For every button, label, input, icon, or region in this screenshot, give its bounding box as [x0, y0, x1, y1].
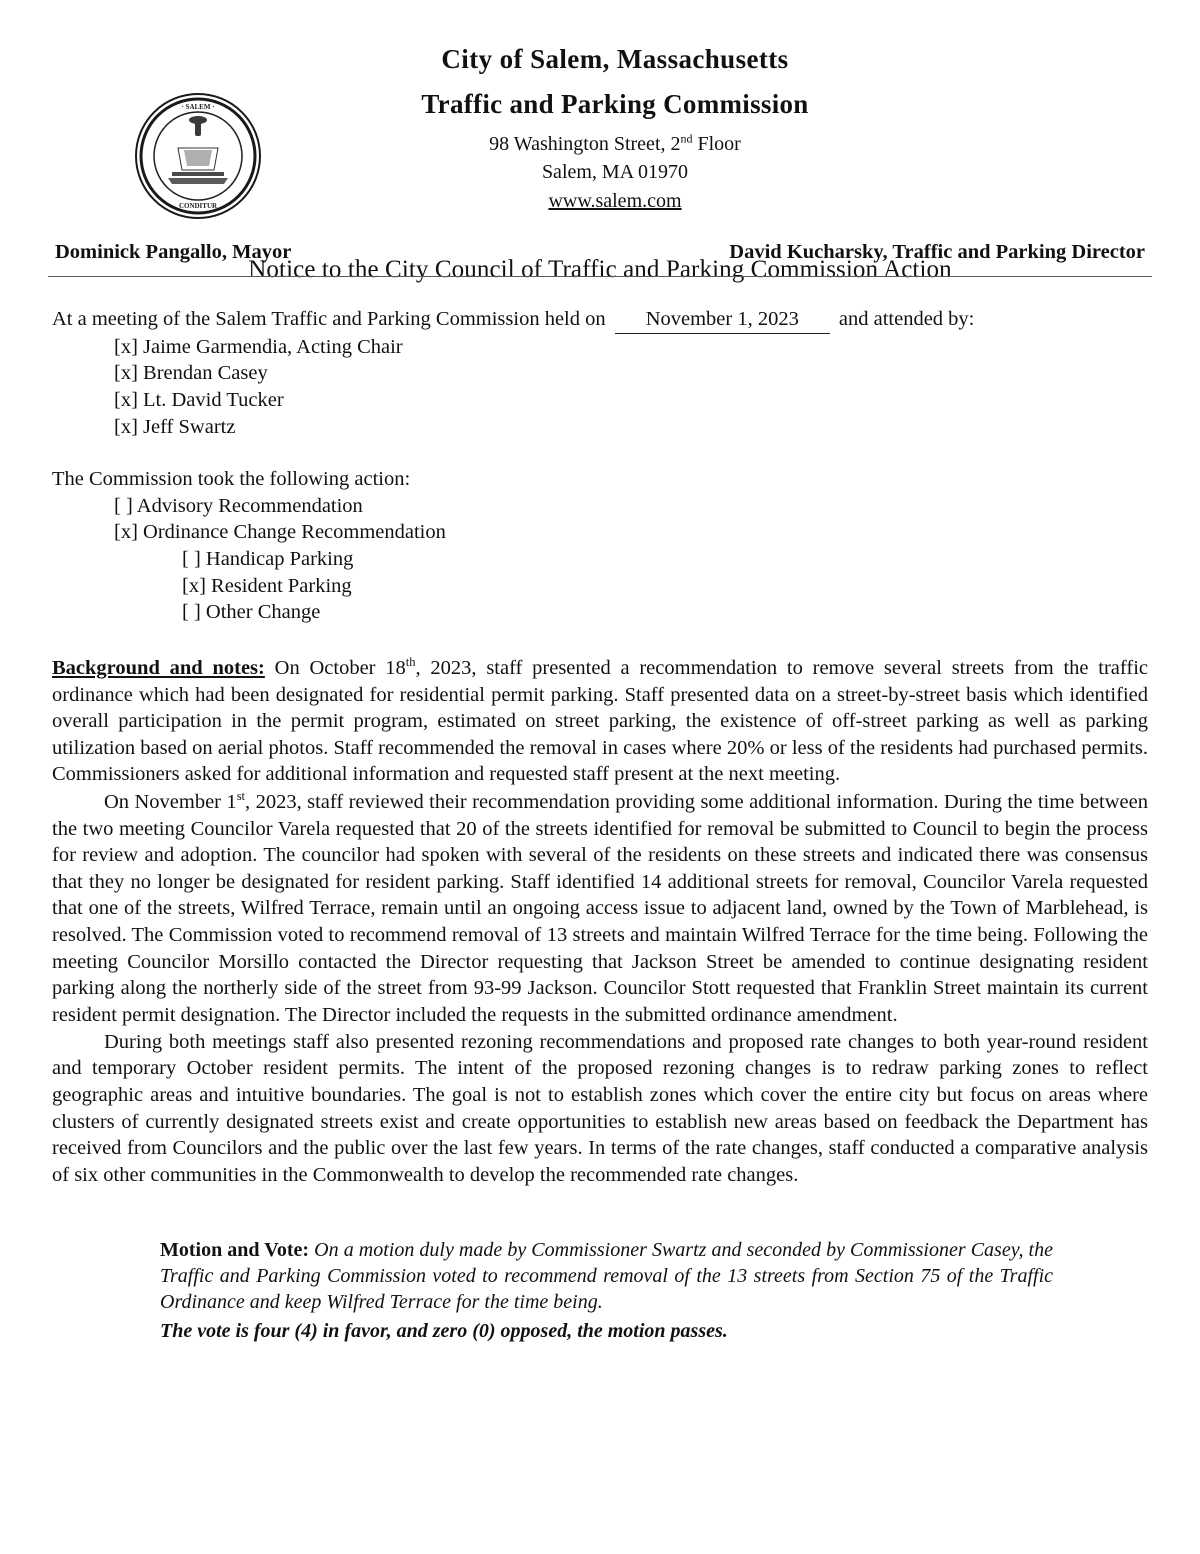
svg-text:· SALEM ·: · SALEM ·: [181, 103, 215, 111]
attendee-checkbox-item[interactable]: [x] Jeff Swartz: [114, 415, 236, 438]
motion-and-vote: [52, 1237, 1148, 1345]
attendee-list: [52, 334, 1148, 441]
background-paragraph-1: [52, 654, 1148, 788]
background-p1-ordinal: th: [405, 655, 416, 670]
spacer: [52, 440, 1148, 466]
background-p1-b: , 2023, staff presented a recommendation to remove several streets from the traffic ordinance which had been designated for residential permit parking. Staff presented data on a street-by-street basis which identified overall participation in the permit program, estimated on street parking, the existence of off-street parking as well as parking utilization based on aerial photos. Staff recommended the removal in cases where 20% or less of the residents had purchased permits. Commissioners asked for additional information and requested staff present at the next meeting.: [52, 656, 1148, 786]
address-floor: Floor: [692, 133, 741, 155]
vote-result: The vote is four (4) in favor, and zero (0) opposed, the motion passes.: [160, 1319, 728, 1342]
attendee-checkbox-item[interactable]: [x] Lt. David Tucker: [114, 388, 284, 411]
action-checkbox-item[interactable]: [x] Ordinance Change Recommendation: [114, 521, 446, 544]
address-street: 98 Washington Street, 2: [489, 133, 681, 155]
background-p2-a: On November 1: [104, 790, 237, 813]
page-title: Notice to the City Council of Traffic and Parking Commission Action: [248, 256, 952, 283]
background-p2-ordinal: st: [236, 789, 246, 804]
meeting-prefix: At a meeting of the Salem Traffic and Parking Commission held on: [52, 308, 606, 330]
motion-label: Motion and Vote:: [160, 1238, 310, 1261]
meeting-date-field[interactable]: November 1, 2023: [615, 306, 830, 334]
svg-text:CONDITUR: CONDITUR: [178, 202, 218, 210]
address-ordinal: nd: [680, 131, 693, 146]
city-seal-icon: [118, 88, 278, 228]
background-section: [52, 654, 1148, 1188]
background-label: Background and notes:: [52, 656, 265, 679]
action-intro: The Commission took the following action:: [52, 468, 411, 491]
background-p1-a: On October 18: [264, 656, 406, 679]
sub-action-checkbox-item[interactable]: [x] Resident Parking: [182, 574, 352, 597]
action-list: [52, 493, 1148, 626]
background-paragraph-3: During both meetings staff also presented rezoning recommendations and proposed rate changes to both year-round resident and temporary October resident permits. The intent of the proposed rezoning changes is to redraw parking zones to reflect geographic areas and intuitive boundaries. The goal is not to establish zones which cover the entire city but focus on areas where clusters of currently designated streets exist and create opportunities to establish new areas based on feedback the Department has received from Councilors and the public over the last few years. In terms of the rate changes, staff conducted a comparative analysis of six other communities in the Commonwealth to develop the recommended rate changes.: [52, 1030, 1148, 1186]
meeting-suffix: and attended by:: [838, 308, 975, 330]
background-paragraph-2: [52, 788, 1148, 1029]
address-line-2: Salem, MA 01970: [541, 161, 689, 184]
commission-name: Traffic and Parking Commission: [421, 89, 809, 119]
director-name: David Kucharsky, Traffic and Parking Director: [729, 241, 1145, 264]
sub-action-checkbox-item[interactable]: [ ] Other Change: [182, 601, 321, 624]
mayor-name: Dominick Pangallo, Mayor: [55, 241, 292, 264]
motion-text: On a motion duly made by Commissioner Swartz and seconded by Commissioner Casey, the Traffic and Parking Commission voted to recommend removal of the 13 streets from Section 75 of the Traffic Ordinance and keep Wilfred Terrace for the time being.: [160, 1238, 1053, 1314]
background-p2-b: , 2023, staff reviewed their recommendation providing some additional information. During the time between the two meeting Councilor Varela requested that 20 of the streets identified for removal be submitted to Council to begin the process for review and adoption. The councilor had spoken with several of the residents on these streets and indicated there was consensus that they no longer be designated for resident parking. Staff identified 14 additional streets for removal, Councilor Varela requested that one of the streets, Wilfred Terrace, remain until an ongoing access issue to adjacent land, owned by the Town of Marblehead, is resolved. The Commission voted to recommend removal of 13 streets and maintain Wilfred Terrace for the time being. Following the meeting Councilor Morsillo contacted the Director requesting that Jackson Street be amended to continue designating resident parking along the northerly side of the street from 93-99 Jackson. Councilor Stott requested that Franklin Street maintain its current resident permit designation. The Director included the requests in the submitted ordinance amendment.: [52, 790, 1148, 1027]
document-body: [0, 306, 1200, 1344]
letterhead: [0, 0, 1200, 264]
header-divider: [48, 276, 1152, 277]
meeting-line: [52, 306, 1148, 334]
action-checkbox-item[interactable]: [ ] Advisory Recommendation: [114, 494, 363, 517]
officers-row: [0, 241, 1200, 264]
attendee-checkbox-item[interactable]: [x] Brendan Casey: [114, 362, 268, 385]
sub-action-checkbox-item[interactable]: [ ] Handicap Parking: [182, 548, 354, 571]
city-name: City of Salem, Massachusetts: [441, 44, 789, 74]
website-link[interactable]: www.salem.com: [548, 189, 682, 212]
attendee-checkbox-item[interactable]: [x] Jaime Garmendia, Acting Chair: [114, 335, 403, 358]
